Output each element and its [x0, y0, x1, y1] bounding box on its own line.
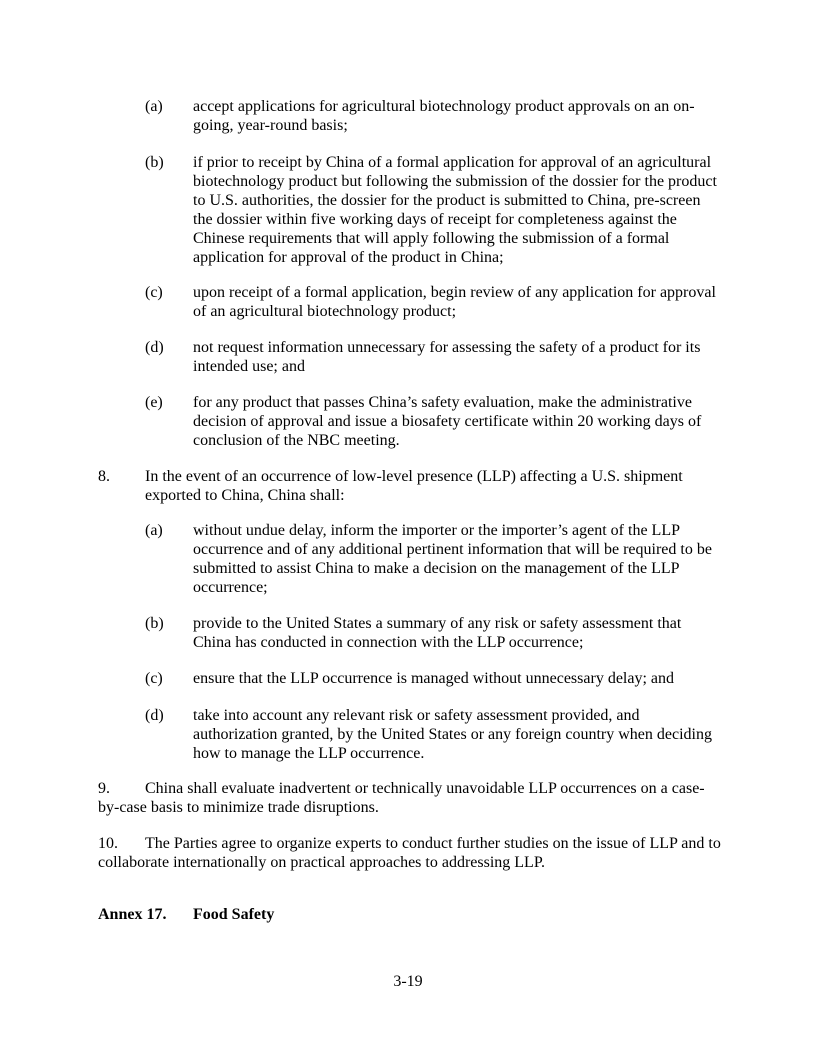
paragraph-number: 9. [98, 780, 110, 797]
paragraph-number: 8. [98, 468, 110, 485]
annex-number: Annex 17. [98, 906, 167, 923]
numbered-paragraph [98, 834, 723, 872]
paragraph-number: 10. [98, 835, 118, 852]
numbered-paragraph [98, 779, 723, 817]
item-label: (a) [145, 98, 163, 115]
paragraph-text: In the event of an occurrence of low-level presence (LLP) affecting a U.S. shipment exported to China, China shall: [145, 468, 683, 504]
item-label: (c) [145, 284, 163, 301]
item-label: (d) [145, 707, 164, 724]
item-text: not request information unnecessary for assessing the safety of a product for its intended use; and [193, 339, 701, 375]
annex-title: Food Safety [193, 906, 275, 923]
item-label: (c) [145, 670, 163, 687]
item-text: provide to the United States a summary of any risk or safety assessment that China has conducted in connection with the LLP occurrence; [193, 615, 682, 651]
item-text: without undue delay, inform the importer or the importer’s agent of the LLP occurrence and of any additional pertinent information that will be required to be submitted to assist China to make a decision on the management of the LLP occurrence; [193, 522, 712, 596]
item-label: (e) [145, 394, 163, 411]
item-label: (b) [145, 154, 164, 171]
paragraph-text: The Parties agree to organize experts to conduct further studies on the issue of LLP and to collaborate internationally on practical approaches to addressing LLP. [98, 835, 721, 871]
item-text: ensure that the LLP occurrence is managed without unnecessary delay; and [193, 670, 675, 687]
item-text: for any product that passes China’s safety evaluation, make the administrative decision of approval and issue a biosafety certificate within 20 working days of conclusion of the NBC meeting. [193, 394, 702, 449]
item-text: upon receipt of a formal application, begin review of any application for approval of an agricultural biotechnology product; [193, 284, 716, 320]
item-text: accept applications for agricultural biotechnology product approvals on an on-going, year-round basis; [193, 98, 695, 134]
item-text: if prior to receipt by China of a formal application for approval of an agricultural biotechnology product but following the submission of the dossier for the product to U.S. authorities, the dossier for the product is submitted to China, pre-screen the dossier within five working days of receipt for completeness against the Chinese requirements that will apply following the submission of a formal application for approval of the product in China; [193, 154, 717, 266]
item-label: (d) [145, 339, 164, 356]
paragraph-text: China shall evaluate inadvertent or technically unavoidable LLP occurrences on a case-by-case basis to minimize trade disruptions. [98, 780, 705, 816]
item-label: (a) [145, 522, 163, 539]
page-number: 3-19 [393, 973, 423, 990]
item-text: take into account any relevant risk or safety assessment provided, and authorization granted, by the United States or any foreign country when deciding how to manage the LLP occurrence. [193, 707, 712, 762]
item-label: (b) [145, 615, 164, 632]
section-heading [98, 905, 274, 924]
